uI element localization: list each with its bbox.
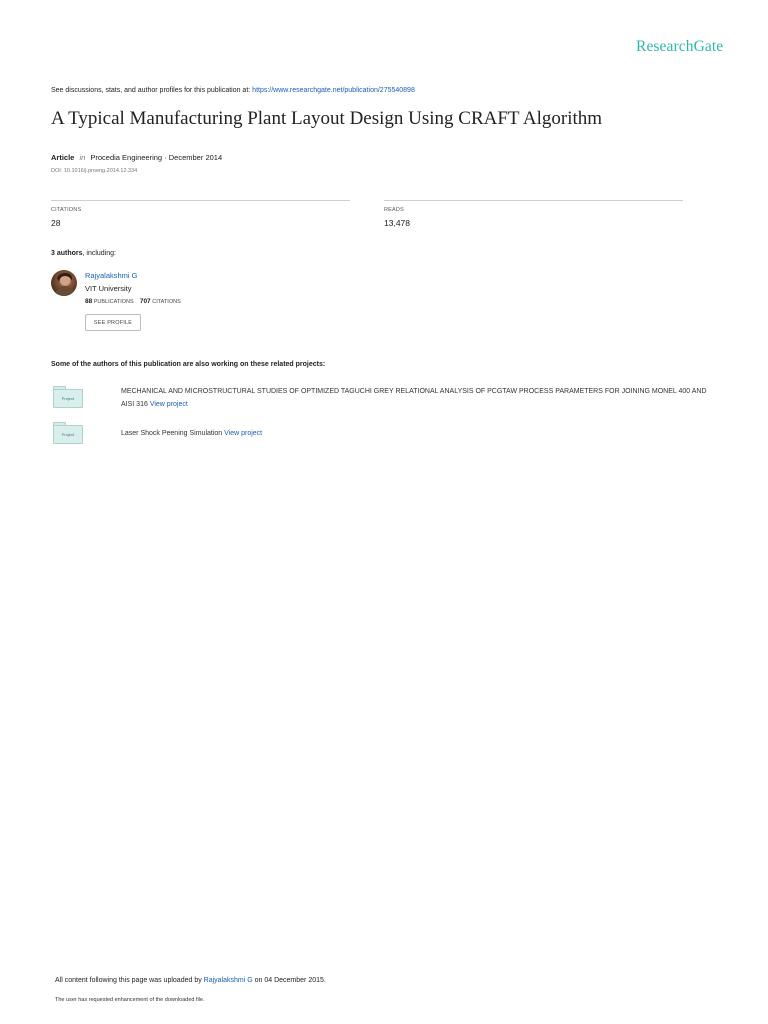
project-item	[121, 428, 721, 441]
publication-url-link[interactable]: https://www.researchgate.net/publication/275540898	[252, 87, 415, 94]
view-project-link[interactable]: View project	[224, 430, 263, 437]
view-project-link[interactable]: View project	[149, 400, 188, 408]
author-institution: VIT University	[85, 284, 132, 293]
citations-divider	[51, 200, 350, 201]
project-folder-label: Project	[53, 389, 83, 408]
author-counts	[85, 298, 181, 305]
project-title: Laser Shock Peening Simulation	[121, 430, 223, 437]
in-word: in	[79, 153, 86, 162]
authors-heading	[51, 250, 116, 257]
citations-value: 28	[51, 218, 61, 228]
upload-prefix: All content following this page was uploaded by	[55, 977, 204, 984]
project-title: MECHANICAL AND MICROSTRUCTURAL STUDIES OF OPTIMIZED TAGUCHI GREY RELATIONAL ANALYSIS OF PCGTAW PROCESS PARAMETERS FOR JOINING MONEL 400 AND AISI 316	[121, 388, 707, 408]
project-folder-icon	[53, 386, 83, 408]
author-citations-label: CITATIONS	[152, 299, 181, 305]
doi: DOI: 10.1016/j.proeng.2014.12.334	[51, 168, 138, 174]
publications-count: 88	[85, 298, 93, 305]
upload-suffix: on 04 December 2015.	[252, 977, 326, 984]
upload-note	[55, 977, 326, 984]
project-folder-icon	[53, 422, 83, 444]
reads-label: READS	[384, 207, 404, 213]
publication-date: · December 2014	[162, 153, 223, 162]
article-type: Article	[51, 153, 75, 162]
discussions-line	[51, 87, 415, 94]
reads-divider	[384, 200, 683, 201]
reads-value: 13,478	[384, 218, 410, 228]
citations-label: CITATIONS	[51, 207, 82, 213]
avatar[interactable]	[51, 270, 77, 296]
publication-title: A Typical Manufacturing Plant Layout Design Using CRAFT Algorithm	[51, 108, 603, 129]
project-item	[121, 386, 721, 411]
avatar-photo-icon	[51, 270, 77, 296]
publication-meta	[51, 153, 222, 162]
researchgate-logo[interactable]: ResearchGate	[636, 38, 724, 55]
related-projects-heading: Some of the authors of this publication are also working on these related projects:	[51, 361, 326, 368]
uploader-link[interactable]: Rajyalakshmi G	[203, 977, 253, 984]
authors-count: 3 authors	[51, 250, 83, 257]
journal-link[interactable]: Procedia Engineering	[90, 153, 163, 162]
enhancement-note: The user has requested enhancement of the downloaded file.	[55, 997, 205, 1003]
discussions-text: See discussions, stats, and author profiles for this publication at:	[51, 87, 253, 94]
publications-label: PUBLICATIONS	[93, 299, 134, 305]
project-folder-label: Project	[53, 425, 83, 444]
author-name-link[interactable]: Rajyalakshmi G	[85, 271, 138, 280]
authors-including: , including:	[82, 250, 116, 257]
see-profile-button[interactable]: SEE PROFILE	[85, 314, 141, 331]
author-citations-count: 707	[139, 298, 151, 305]
